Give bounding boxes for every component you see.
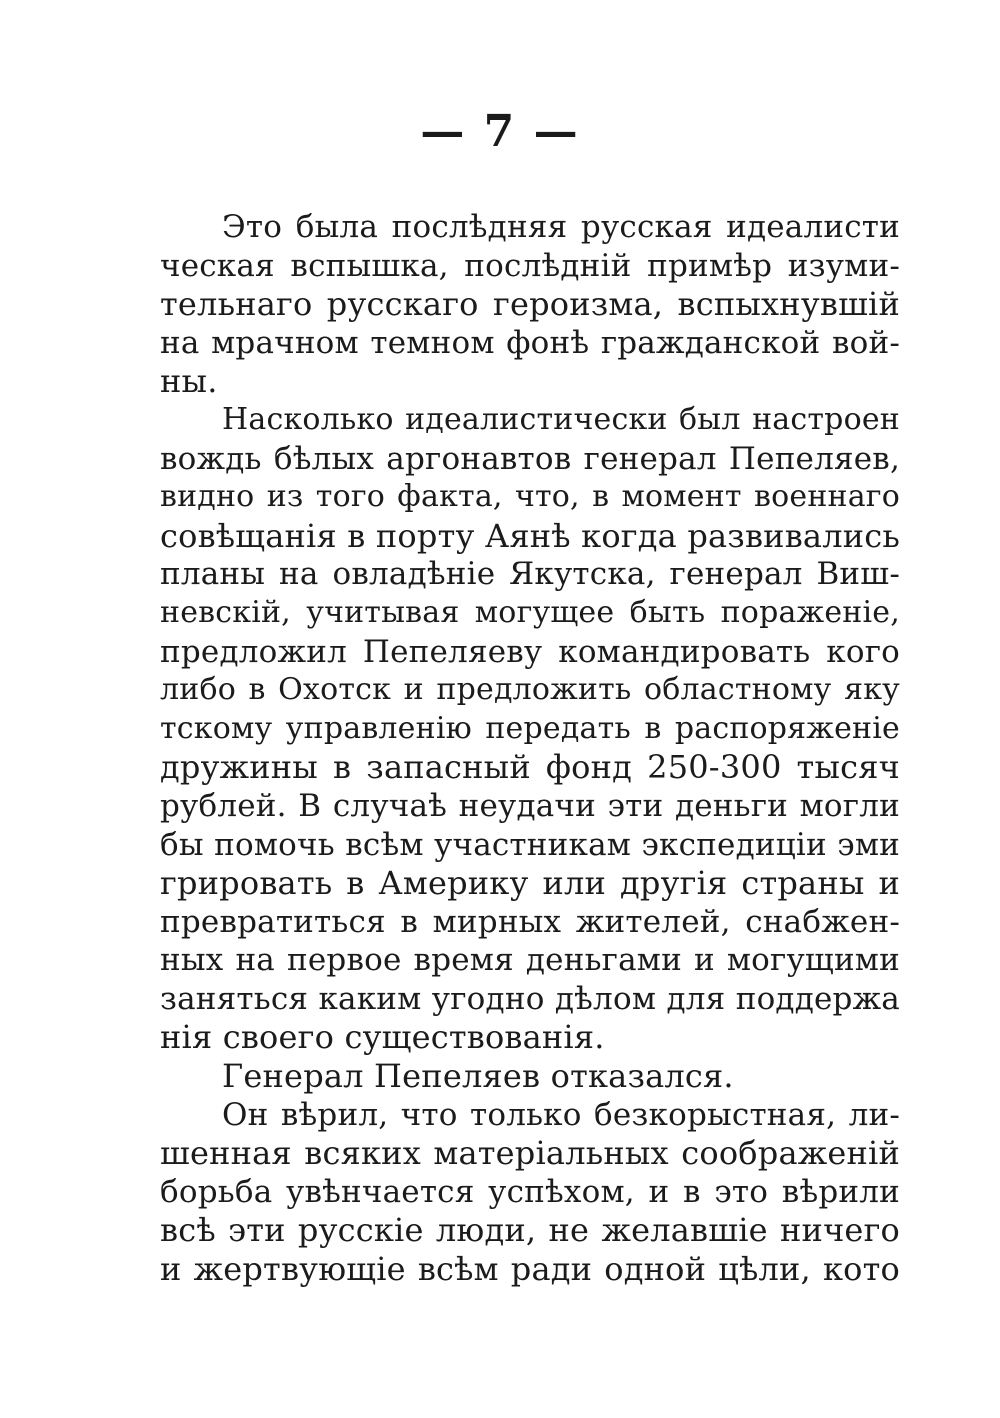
text-line: вождь бѣлых аргонавтов генерал Пепеляев, xyxy=(160,440,900,477)
text-line: шенная всяких матеріальных соображеній xyxy=(160,1134,900,1173)
text-line: превратиться в мирных жителей, снабжен- xyxy=(160,903,900,940)
text-line: Он вѣрил, что только безкорыстная, ли- xyxy=(222,1096,900,1133)
page-number: — 7 — xyxy=(420,106,580,157)
text-line: невскій, учитывая могущее быть пораженіе, xyxy=(160,594,900,630)
text-line: дружины в запасный фонд 250-300 тысяч xyxy=(160,748,900,787)
text-line: видно из того факта, что, в момент военнаго xyxy=(160,479,900,515)
text-line: тскому управленію передать в распоряженіе xyxy=(160,710,900,746)
text-line: всѣ эти русскіе люди, не желавшіе ничего xyxy=(160,1211,900,1250)
text-line: и жертвующіе всѣм ради одной цѣли, кото xyxy=(160,1250,900,1289)
text-line: ны. xyxy=(160,362,218,401)
text-line: Это была послѣдняя русская идеалисти xyxy=(222,209,900,245)
text-line: рублей. В случаѣ неудачи эти деньги могли xyxy=(160,787,900,824)
text-line: бы помочь всѣм участникам экспедиціи эми xyxy=(160,826,900,863)
text-line: заняться каким угодно дѣлом для поддержа xyxy=(160,980,900,1017)
text-line: Насколько идеалистически был настроен xyxy=(222,401,900,437)
text-line: тельнаго русскаго героизма, вспыхнувшій xyxy=(160,285,900,324)
text-line: совѣщанія в порту Аянѣ когда развивались xyxy=(160,516,900,555)
text-line: Генерал Пепеляев отказался. xyxy=(222,1057,734,1096)
text-line: борьба увѣнчается успѣхом, и в это вѣрили xyxy=(160,1173,900,1210)
text-line: ных на первое время деньгами и могущими xyxy=(160,942,900,979)
text-line: предложил Пепеляеву командировать кого xyxy=(160,633,900,670)
body-text xyxy=(160,208,900,1289)
text-line: грировать в Америку или другія страны и xyxy=(160,864,900,903)
text-line: планы на овладѣніе Якутска, генерал Виш- xyxy=(160,556,900,593)
text-line: ческая вспышка, послѣдній примѣр изуми- xyxy=(160,247,900,284)
text-line: нія своего существованія. xyxy=(160,1018,605,1057)
text-line: либо в Охотск и предложить областному яку xyxy=(160,672,900,708)
text-line: на мрачном темном фонѣ гражданской вой- xyxy=(160,324,900,361)
